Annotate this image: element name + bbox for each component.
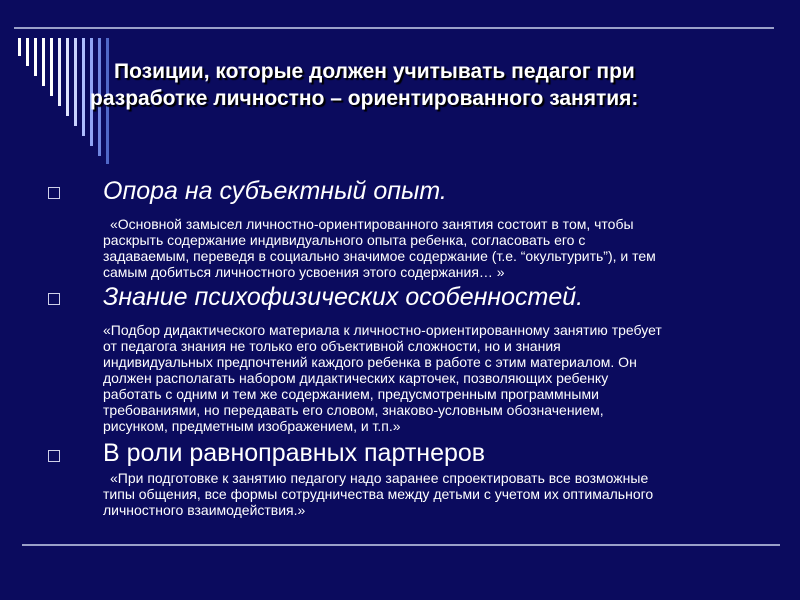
quote-line: «Подбор дидактического материала к личностно-ориентированному занятию требует: [103, 322, 662, 338]
top-divider: [14, 27, 774, 29]
slide-title: [90, 58, 730, 112]
quote-line: самым добиться личностного усвоения этого содержания… »: [103, 264, 505, 280]
quote-line: задаваемым, переведя в социально значимое содержание (т.е. “окультурить”), и тем: [103, 248, 656, 264]
quote-line: раскрыть содержание индивидуального опыта ребенка, согласовать его с: [103, 232, 586, 248]
quote-line: индивидуальных предпочтений каждого ребенка в работе с этим материалом. Он: [103, 354, 637, 370]
bottom-divider: [22, 544, 780, 546]
quote-line: «При подготовке к занятию педагогу надо заранее спроектировать все возможные: [110, 470, 649, 486]
quote-line: «Основной замысел личностно-ориентированного занятия состоит в том, чтобы: [110, 216, 634, 232]
quote-line: личностного взаимодействия.»: [103, 502, 306, 518]
slide-title-line-2: разработке личностно – ориентированного занятия:: [90, 87, 639, 110]
section-heading-2: Знание психофизических особенностей.: [103, 283, 584, 311]
quote-line: типы общения, все формы сотрудничества между детьми с учетом их оптимального: [103, 486, 654, 502]
quote-line: от педагога знания не только его объективной сложности, но и знания: [103, 338, 561, 354]
bullet-square-icon: [48, 293, 60, 305]
section-quote-2: [103, 322, 662, 434]
quote-line: должен располагать набором дидактических карточек, позволяющих ребенку: [103, 370, 609, 386]
section-quote-1: [103, 216, 656, 280]
quote-line: работать с одним и тем же содержанием, предусмотренным программными: [103, 386, 599, 402]
section-heading-1: Опора на субъектный опыт.: [103, 177, 447, 205]
section-quote-3: [103, 470, 653, 518]
bullet-square-icon: [48, 187, 60, 199]
quote-line: рисунком, предметным изображением, и т.п.»: [103, 418, 401, 434]
section-heading-3: В роли равноправных партнеров: [103, 439, 486, 467]
quote-line: требованиями, но передавать его словом, знаково-условным обозначением,: [103, 402, 604, 418]
slide-title-line-1: Позиции, которые должен учитывать педагог при: [114, 60, 635, 83]
bullet-square-icon: [48, 450, 60, 462]
